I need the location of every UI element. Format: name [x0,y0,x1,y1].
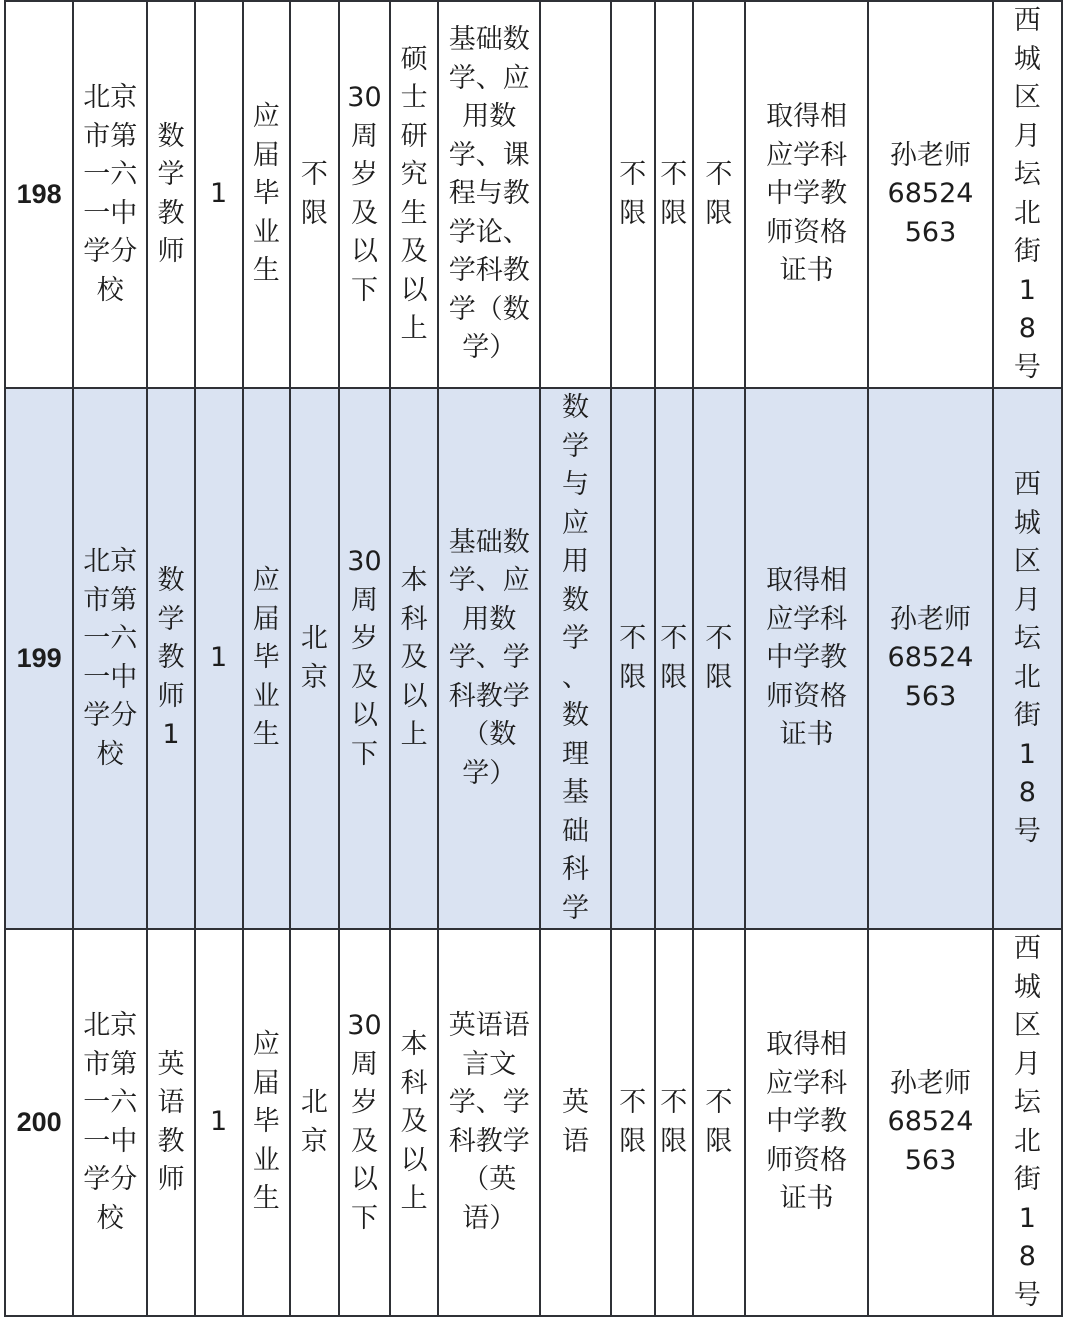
education-cell: 本科及以上 [390,929,438,1316]
age-cell: 30周岁及以下 [339,929,390,1316]
requirement-b-cell: 不限 [655,388,693,929]
education-cell: 硕士研究生及以上 [390,1,438,388]
requirement-c-cell: 不限 [693,1,745,388]
education-cell: 本科及以上 [390,388,438,929]
count-cell: 1 [195,1,243,388]
contact-cell: 孙老师68524563 [868,1,992,388]
contact-cell: 孙老师68524563 [868,929,992,1316]
certificate-cell: 取得相应学科中学教师资格证书 [745,388,868,929]
major-undergrad-cell: 英语 [540,929,610,1316]
requirement-a-cell: 不限 [611,929,655,1316]
hukou-cell: 北京 [290,929,339,1316]
major-required-cell: 英语语言文学、学科教学（英语） [438,929,540,1316]
major-required-cell: 基础数学、应用数学、学科教学（数学） [438,388,540,929]
major-undergrad-cell [540,1,610,388]
requirement-c-cell: 不限 [693,929,745,1316]
address-cell: 西城区月坛北街18号 [993,929,1062,1316]
major-undergrad-cell: 数学与应用数学、数理基础科学 [540,388,610,929]
age-cell: 30周岁及以下 [339,388,390,929]
recruitment-table [4,0,1063,1317]
requirement-c-cell: 不限 [693,388,745,929]
applicant-type-cell: 应届毕业生 [243,929,290,1316]
applicant-type-cell: 应届毕业生 [243,1,290,388]
address-cell: 西城区月坛北街18号 [993,388,1062,929]
contact-cell: 孙老师68524563 [868,388,992,929]
count-cell: 1 [195,388,243,929]
requirement-a-cell: 不限 [611,1,655,388]
table-row [5,1,1062,388]
address-cell: 西城区月坛北街18号 [993,1,1062,388]
row-id-cell: 200 [5,929,73,1316]
table-row [5,929,1062,1316]
school-cell: 北京市第一六一中学分校 [73,388,147,929]
hukou-cell: 不限 [290,1,339,388]
requirement-b-cell: 不限 [655,929,693,1316]
row-id-cell: 199 [5,388,73,929]
applicant-type-cell: 应届毕业生 [243,388,290,929]
count-cell: 1 [195,929,243,1316]
hukou-cell: 北京 [290,388,339,929]
major-required-cell: 基础数学、应用数学、课程与教学论、学科教学（数学） [438,1,540,388]
row-id-cell: 198 [5,1,73,388]
certificate-cell: 取得相应学科中学教师资格证书 [745,929,868,1316]
certificate-cell: 取得相应学科中学教师资格证书 [745,1,868,388]
position-cell: 数学教师 [147,1,194,388]
requirement-a-cell: 不限 [611,388,655,929]
age-cell: 30周岁及以下 [339,1,390,388]
requirement-b-cell: 不限 [655,1,693,388]
position-cell: 数学教师1 [147,388,194,929]
table-row [5,388,1062,929]
school-cell: 北京市第一六一中学分校 [73,1,147,388]
school-cell: 北京市第一六一中学分校 [73,929,147,1316]
position-cell: 英语教师 [147,929,194,1316]
